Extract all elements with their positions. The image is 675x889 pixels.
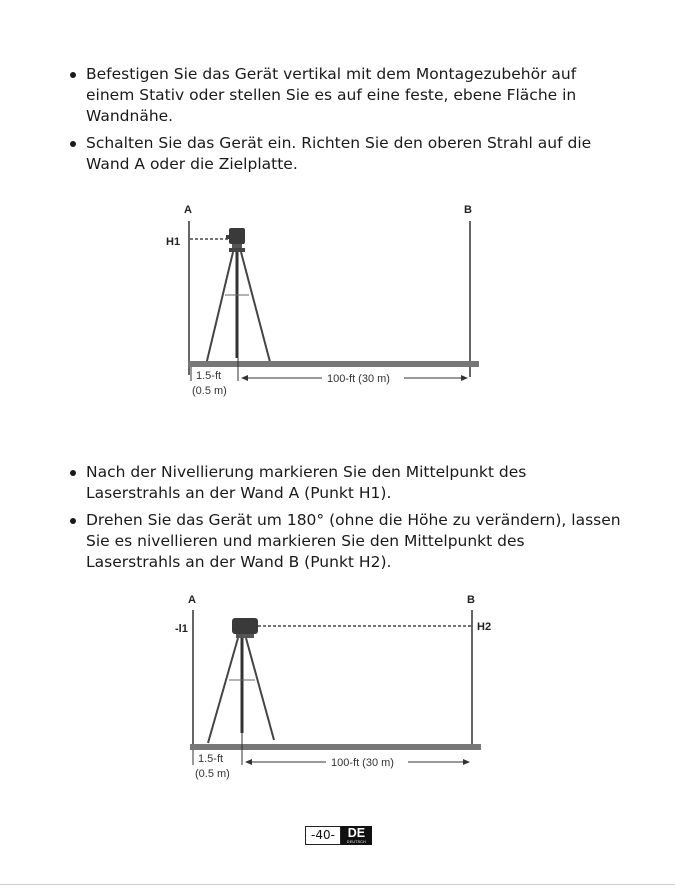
language-badge <box>341 826 372 845</box>
text-line: Nach der Nivellierung markieren Sie den Mittelpunkt des <box>86 463 527 481</box>
short-distance-metric-label: (0.5 m) <box>192 385 227 397</box>
h2-label: H2 <box>477 621 492 633</box>
text-line: Befestigen Sie das Gerät vertikal mit dem Montagezubehör auf <box>86 65 577 83</box>
text-line: Laserstrahls an der Wand A (Punkt H1). <box>86 484 392 502</box>
floor <box>188 361 479 367</box>
long-distance-label: 100-ft (30 m) <box>331 757 394 769</box>
short-distance-label: 1.5-ft <box>196 370 222 382</box>
wall-a-label: A <box>184 204 192 216</box>
short-distance-label: 1.5-ft <box>198 753 224 765</box>
arrowhead <box>461 375 468 381</box>
instruction-list-2 <box>58 462 658 579</box>
long-distance-label: 100-ft (30 m) <box>327 373 390 385</box>
bottom-divider <box>0 884 675 885</box>
page-number: -40- <box>305 826 341 845</box>
arrowhead <box>245 759 252 765</box>
text-line: Wand A oder die Zielplatte. <box>86 155 298 173</box>
text-line: einem Stativ oder stellen Sie es auf eine feste, ebene Fläche in <box>86 86 577 104</box>
text-line: Schalten Sie das Gerät ein. Richten Sie den oberen Strahl auf die <box>86 134 592 152</box>
list-item <box>58 64 658 127</box>
text-line: Laserstrahls an der Wand B (Punkt H2). <box>86 553 392 571</box>
language-name: DEUTSCH <box>346 840 366 844</box>
short-distance-metric-label: (0.5 m) <box>195 768 230 780</box>
laser-level-on-tripod <box>208 618 274 743</box>
laser-level-on-tripod <box>206 228 270 365</box>
wall-b-label: B <box>464 204 472 216</box>
instruction-list-1 <box>58 64 658 181</box>
list-item <box>58 133 658 175</box>
text-line: Drehen Sie das Gerät um 180° (ohne die Höhe zu verändern), lassen <box>86 511 621 529</box>
list-item <box>58 462 658 504</box>
language-code: DE <box>347 826 366 840</box>
floor <box>190 744 481 750</box>
figure-laser-setup-wall-b <box>0 585 675 790</box>
h1-label: H1 <box>166 236 181 248</box>
list-item <box>58 510 658 573</box>
text-line: Sie es nivellieren und markieren Sie den Mittelpunkt des <box>86 532 525 550</box>
h1-label: -l1 <box>175 623 188 635</box>
page-footer <box>305 826 372 845</box>
wall-a-label: A <box>188 594 196 606</box>
text-line: Wandnähe. <box>86 107 174 125</box>
arrowhead <box>463 759 470 765</box>
wall-b-label: B <box>467 594 475 606</box>
figure-laser-setup-wall-a <box>0 195 675 410</box>
arrowhead <box>241 375 248 381</box>
